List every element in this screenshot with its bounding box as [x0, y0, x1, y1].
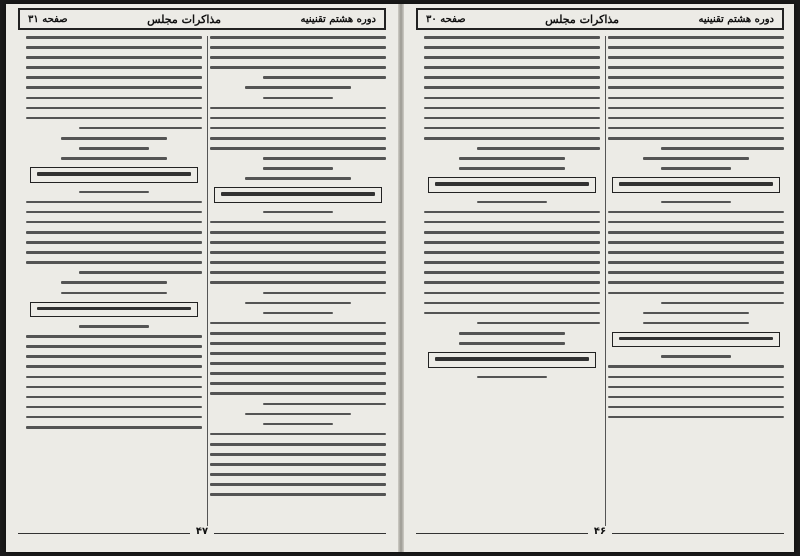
left-header-session: دوره هشتم تقنینیه — [300, 13, 376, 25]
right-header-page-number: صفحه ۳۰ — [426, 13, 466, 25]
right-header-title: مذاکرات مجلس — [545, 12, 620, 26]
left-column-divider — [207, 36, 208, 526]
left-page-header — [18, 8, 386, 30]
election-result-box — [612, 332, 780, 347]
book-spread — [6, 4, 794, 552]
right-footer-page-number: ۴۶ — [588, 526, 612, 546]
left-header-page-number: صفحه ۳۱ — [28, 13, 68, 25]
book-gutter — [398, 4, 404, 552]
right-column-divider — [605, 36, 606, 526]
left-page — [8, 4, 396, 552]
election-result-box — [428, 352, 596, 367]
left-page-column-1 — [210, 36, 386, 526]
election-result-box — [30, 302, 198, 317]
left-page-column-2 — [26, 36, 202, 526]
election-result-box — [428, 177, 596, 192]
right-page-footer — [416, 526, 784, 546]
left-header-title: مذاکرات مجلس — [147, 12, 222, 26]
left-page-footer — [18, 526, 386, 546]
left-footer-page-number: ۴۷ — [190, 526, 214, 546]
right-page-column-2 — [424, 36, 600, 526]
right-header-session: دوره هشتم تقنینیه — [698, 13, 774, 25]
election-result-box — [214, 187, 382, 202]
right-page-header — [416, 8, 784, 30]
election-result-box — [612, 177, 780, 192]
right-page-column-1 — [608, 36, 784, 526]
election-result-box — [30, 167, 198, 182]
right-page — [406, 4, 794, 552]
